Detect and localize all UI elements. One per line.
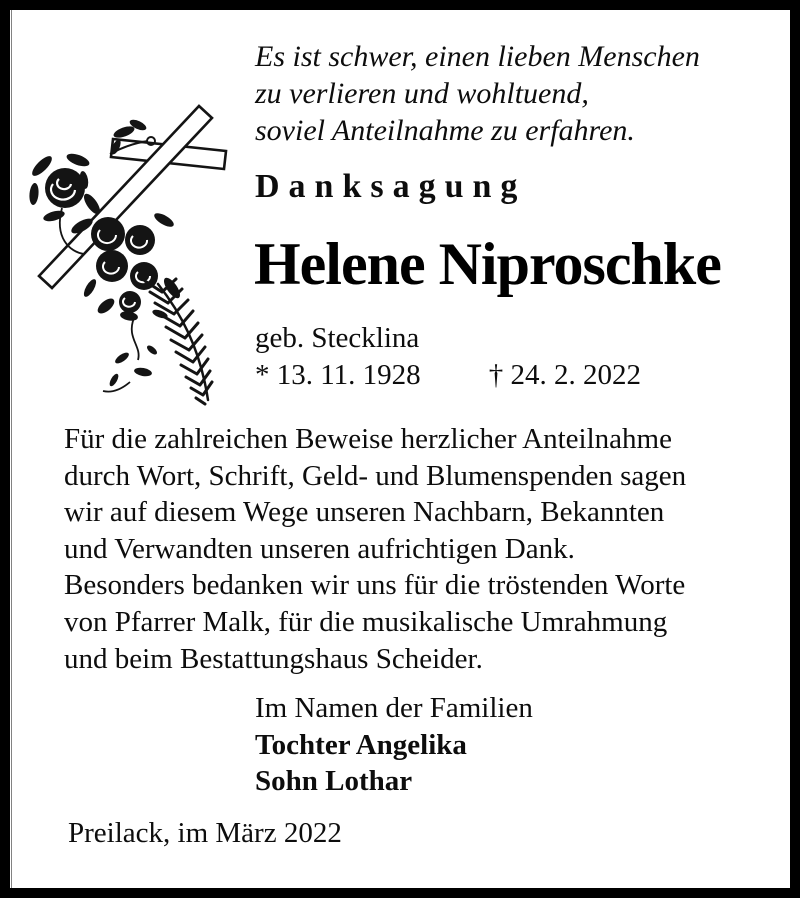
closing-block xyxy=(255,690,533,800)
maiden-name: geb. Stecklina xyxy=(255,322,420,354)
text-line: und Verwandten unseren aufrichtigen Dank. xyxy=(64,532,575,565)
birth-date: * 13. 11. 1928 xyxy=(255,359,421,391)
deceased-name: Helene Niproschke xyxy=(254,231,721,297)
text-line: Für die zahlreichen Beweise herzlicher Anteilnahme xyxy=(64,423,672,455)
place-and-date: Preilack, im März 2022 xyxy=(68,817,342,849)
death-date: † 24. 2. 2022 xyxy=(488,359,641,391)
thank-you-paragraph xyxy=(64,421,686,677)
text-line: Es ist schwer, einen lieben Menschen xyxy=(255,40,700,73)
condolence-quote xyxy=(255,38,700,149)
text-line: Tochter Angelika xyxy=(255,728,467,761)
cross-and-flowers-graphic xyxy=(12,92,252,412)
rose-cluster xyxy=(69,211,183,322)
text-line: durch Wort, Schrift, Geld- und Blumenspenden sagen xyxy=(64,459,687,492)
closing-intro: Im Namen der Familien xyxy=(255,692,533,724)
text-line: Besonders bedanken wir uns für die tröstenden Worte xyxy=(64,569,686,602)
leaf-sprig-bottom xyxy=(103,318,159,392)
text-line: wir auf diesem Wege unseren Nachbarn, Bekannten xyxy=(64,496,665,529)
notice-heading: Danksagung xyxy=(255,168,527,205)
relatives-list xyxy=(255,727,533,800)
text-line: zu verlieren und wohltuend, xyxy=(255,77,589,110)
text-line: soviel Anteilnahme zu erfahren. xyxy=(255,114,635,147)
life-dates xyxy=(255,357,641,393)
text-line: von Pfarrer Malk, für die musikalische Umrahmung xyxy=(64,605,668,638)
text-line: Sohn Lothar xyxy=(255,765,413,797)
text-line: und beim Bestattungshaus Scheider. xyxy=(64,642,483,675)
